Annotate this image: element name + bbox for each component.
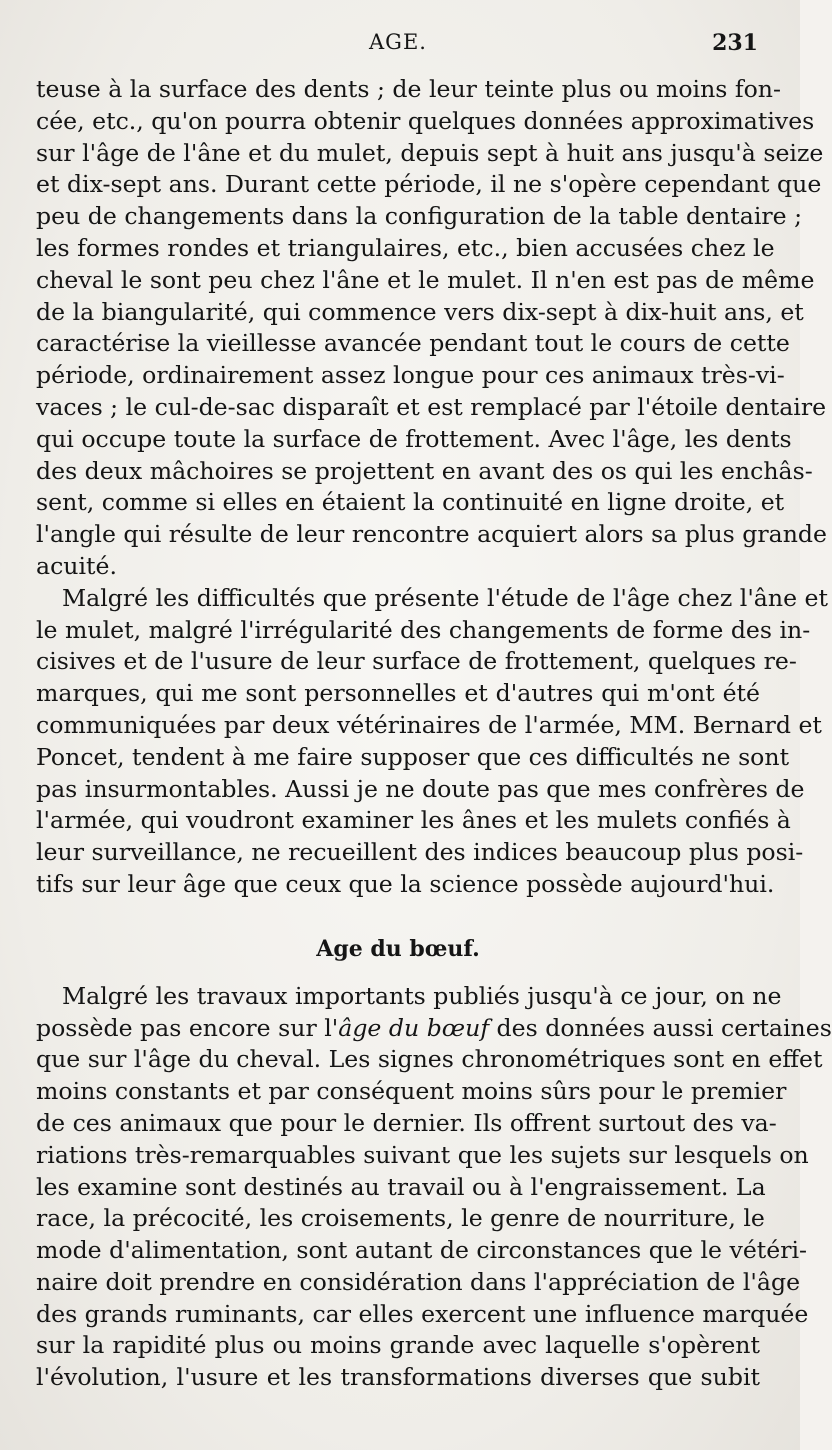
paragraph-line: cée, etc., qu'on pourra obtenir quelques données approximatives: [36, 106, 815, 135]
paragraph-line: cisives et de l'usure de leur surface de frottement, quelques re-: [36, 647, 797, 676]
paragraph-line: naire doit prendre en considération dans l'appréciation de l'âge: [36, 1267, 801, 1296]
paragraph-line: Malgré les difficultés que présente l'étude de l'âge chez l'âne et: [62, 583, 828, 612]
paragraph-line: l'angle qui résulte de leur rencontre acquiert alors sa plus grande: [36, 520, 827, 549]
paragraph-line: qui occupe toute la surface de frottement. Avec l'âge, les dents: [36, 424, 792, 453]
paragraph-line: pas insurmontables. Aussi je ne doute pas que mes confrères de: [36, 774, 805, 803]
paragraph-line: Poncet, tendent à me faire supposer que ces difficultés ne sont: [36, 742, 790, 771]
line-text: des données aussi certaines: [489, 1013, 832, 1042]
page-header: [38, 30, 758, 64]
paragraph-2: [36, 583, 828, 901]
paragraph-line: leur surveillance, ne recueillent des indices beaucoup plus posi-: [36, 838, 804, 867]
paragraph-line: vaces ; le cul-de-sac disparaît et est remplacé par l'étoile dentaire: [36, 392, 827, 421]
paragraph-line: mode d'alimentation, sont autant de circonstances que le vétéri-: [36, 1236, 808, 1265]
paragraph-line: acuité.: [36, 551, 117, 580]
page-number: 231: [712, 30, 758, 56]
paragraph-line: caractérise la vieillesse avancée pendant tout le cours de cette: [36, 329, 790, 358]
paragraph-3: [36, 981, 832, 1394]
line-text: possède pas encore sur l': [36, 1013, 339, 1042]
paragraph-line: de la biangularité, qui commence vers dix-sept à dix-huit ans, et: [36, 297, 804, 326]
paragraph-line: l'évolution, l'usure et les transformations diverses que subit: [36, 1363, 760, 1392]
paragraph-1: [36, 74, 827, 583]
paragraph-line: sur la rapidité plus ou moins grande avec laquelle s'opèrent: [36, 1331, 760, 1360]
paragraph-line: race, la précocité, les croisements, le genre de nourriture, le: [36, 1204, 765, 1233]
paragraph-line: teuse à la surface des dents ; de leur teinte plus ou moins fon-: [36, 75, 781, 103]
paragraph-line: sent, comme si elles en étaient la continuité en ligne droite, et: [36, 488, 785, 517]
paragraph-line: moins constants et par conséquent moins sûrs pour le premier: [36, 1077, 787, 1106]
paragraph-line: les examine sont destinés au travail ou à l'engraissement. La: [36, 1172, 766, 1201]
paragraph-line: riations très-remarquables suivant que les sujets sur lesquels on: [36, 1140, 809, 1169]
paragraph-3-rest: [36, 1044, 823, 1394]
paragraph-line: des grands ruminants, car elles exercent une influence marquée: [36, 1299, 809, 1328]
section-title: Age du bœuf.: [316, 935, 480, 962]
paragraph-line: cheval le sont peu chez l'âne et le mulet. Il n'en est pas de même: [36, 265, 815, 294]
paragraph-line: Malgré les travaux importants publiés jusqu'à ce jour, on ne: [62, 981, 782, 1010]
paragraph-line: [36, 1013, 832, 1045]
paragraph-line: communiquées par deux vétérinaires de l'armée, MM. Bernard et: [36, 710, 822, 739]
paragraph-line: l'armée, qui voudront examiner les ânes et les mulets confiés à: [36, 806, 791, 835]
paragraph-line: période, ordinairement assez longue pour ces animaux très-vi-: [36, 361, 785, 390]
paragraph-line: tifs sur leur âge que ceux que la science possède aujourd'hui.: [36, 869, 775, 898]
paragraph-line: que sur l'âge du cheval. Les signes chronométriques sont en effet: [36, 1045, 823, 1074]
paragraph-line: le mulet, malgré l'irrégularité des changements de forme des in-: [36, 615, 811, 644]
paragraph-line: marques, qui me sont personnelles et d'autres qui m'ont été: [36, 679, 760, 708]
paragraph-line: les formes rondes et triangulaires, etc., bien accusées chez le: [36, 233, 775, 262]
italic-term: âge du bœuf: [338, 1013, 490, 1042]
body-text: [36, 74, 832, 1394]
paragraph-line: peu de changements dans la configuration de la table dentaire ;: [36, 202, 803, 231]
paragraph-line: des deux mâchoires se projettent en avant des os qui les enchâs-: [36, 456, 813, 485]
paragraph-line: sur l'âge de l'âne et du mulet, depuis sept à huit ans jusqu'à seize: [36, 138, 824, 167]
paragraph-line: de ces animaux que pour le dernier. Ils offrent surtout des va-: [36, 1108, 777, 1137]
paragraph-line: et dix-sept ans. Durant cette période, il ne s'opère cependant que: [36, 170, 822, 199]
running-head: AGE.: [369, 30, 427, 54]
